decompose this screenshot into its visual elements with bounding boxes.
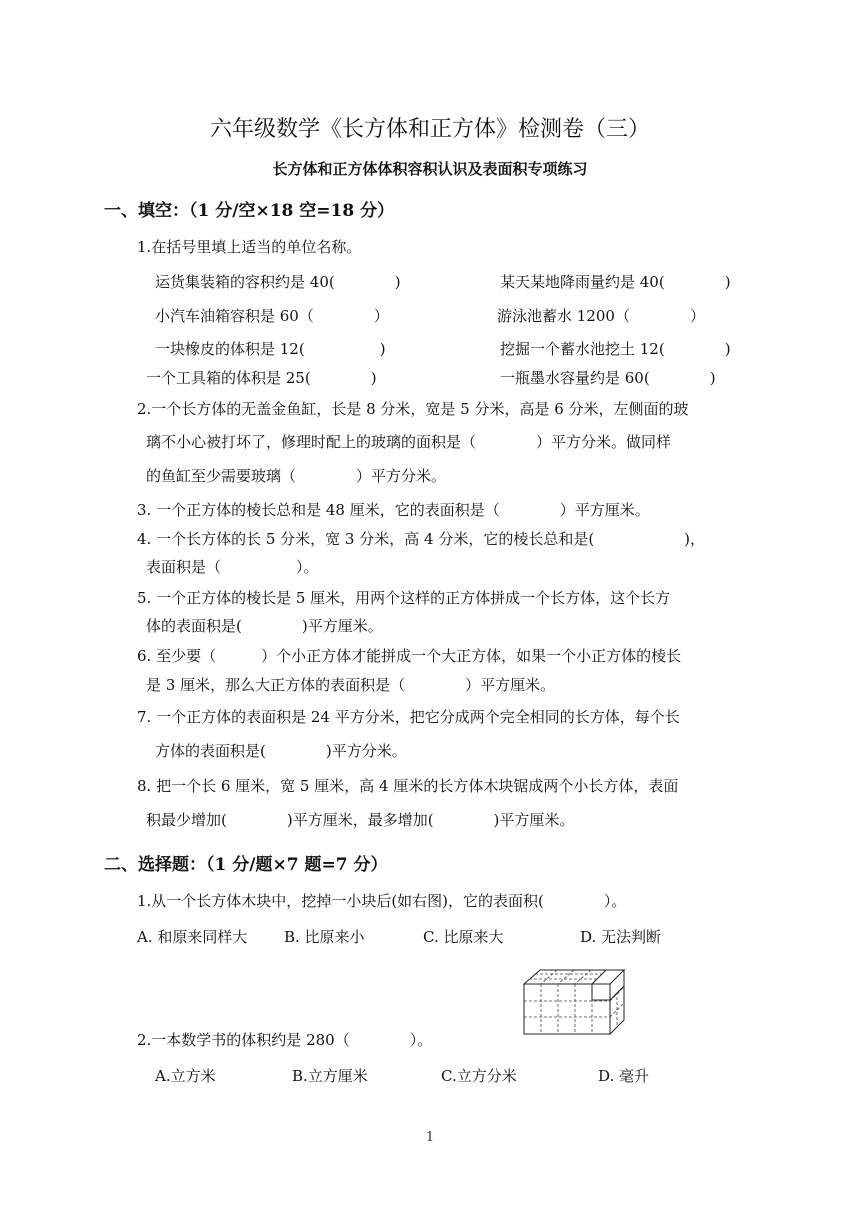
fill-q6-line: 是 3 厘米，那么大正方体的表面积是（ ）平方厘米。 — [146, 676, 556, 694]
fill-q1-item: 某天某地降雨量约是 40( ) — [500, 273, 731, 291]
section-1-heading: 一、填空：（1 分/空×18 空=18 分） — [104, 201, 395, 221]
fill-q5-line: 体的表面积是( )平方厘米。 — [146, 617, 383, 635]
fill-q1-item: 一个工具箱的体积是 25( ) — [146, 369, 377, 387]
fill-q1-item: 游泳池蓄水 1200（ ） — [497, 307, 705, 325]
page-title: 六年级数学《长方体和正方体》检测卷（三） — [209, 117, 650, 142]
choice-q2-option-d: D. 毫升 — [598, 1067, 650, 1085]
fill-q1-item: 小汽车油箱容积是 60（ ） — [155, 307, 389, 325]
fill-q7-line: 方体的表面积是( )平方分米。 — [155, 742, 407, 760]
fill-q8-line: 8. 把一个长 6 厘米，宽 5 厘米，高 4 厘米的长方体木块锯成两个小长方体，表面 — [137, 777, 679, 795]
choice-q1-option-b: B. 比原来小 — [284, 928, 365, 946]
page-subtitle: 长方体和正方体体积容积认识及表面积专项练习 — [272, 160, 588, 178]
cuboid-figure — [520, 966, 630, 1040]
fill-q1-item: 挖掘一个蓄水池挖土 12( ) — [500, 340, 731, 358]
fill-q5-line: 5. 一个正方体的棱长是 5 厘米，用两个这样的正方体拼成一个长方体，这个长方 — [137, 589, 671, 607]
choice-q1-stem: 1.从一个长方体木块中，挖掉一小块后(如右图)，它的表面积( ）。 — [137, 892, 627, 910]
choice-q2-stem: 2.一本数学书的体积约是 280（ ）。 — [137, 1031, 433, 1049]
choice-q1-option-c: C. 比原来大 — [423, 928, 504, 946]
fill-q1-item: 运货集装箱的容积约是 40( ) — [155, 273, 401, 291]
choice-q2-option-c: C.立方分米 — [441, 1067, 517, 1085]
choice-q2-option-a: A.立方米 — [155, 1067, 216, 1085]
removed-block — [592, 970, 624, 1000]
choice-q1-option-d: D. 无法判断 — [580, 928, 662, 946]
section-2-heading: 二、选择题：（1 分/题×7 题=7 分） — [104, 855, 388, 875]
fill-q6-line: 6. 至少要（ ）个小正方体才能拼成一个大正方体，如果一个小正方体的棱长 — [137, 647, 682, 665]
fill-q4-line: 表面积是（ ）。 — [146, 558, 319, 576]
fill-q1-item: 一块橡皮的体积是 12( ) — [155, 340, 386, 358]
fill-q1-stem: 1.在括号里填上适当的单位名称。 — [137, 238, 362, 256]
choice-q2-option-b: B.立方厘米 — [292, 1067, 368, 1085]
page-number: 1 — [425, 1130, 435, 1145]
choice-q1-option-a: A. 和原来同样大 — [137, 928, 248, 946]
fill-q2-line: 2.一个长方体的无盖金鱼缸，长是 8 分米，宽是 5 分米，高是 6 分米，左侧面的玻 — [137, 400, 689, 418]
fill-q7-line: 7. 一个正方体的表面积是 24 平方分米，把它分成两个完全相同的长方体，每个长 — [137, 708, 680, 726]
fill-q4-line: 4. 一个长方体的长 5 分米，宽 3 分米，高 4 分米，它的棱长总和是( )， — [137, 530, 706, 548]
fill-q2-line: 的鱼缸至少需要玻璃（ ）平方分米。 — [146, 467, 447, 485]
fill-q1-item: 一瓶墨水容量约是 60( ) — [500, 369, 716, 387]
fill-q2-line: 璃不小心被打坏了，修理时配上的玻璃的面积是（ ）平方分米。做同样 — [146, 433, 672, 451]
fill-q8-line: 积最少增加( )平方厘米，最多增加( )平方厘米。 — [146, 811, 575, 829]
fill-q3: 3. 一个正方体的棱长总和是 48 厘米，它的表面积是（ ）平方厘米。 — [137, 501, 650, 519]
